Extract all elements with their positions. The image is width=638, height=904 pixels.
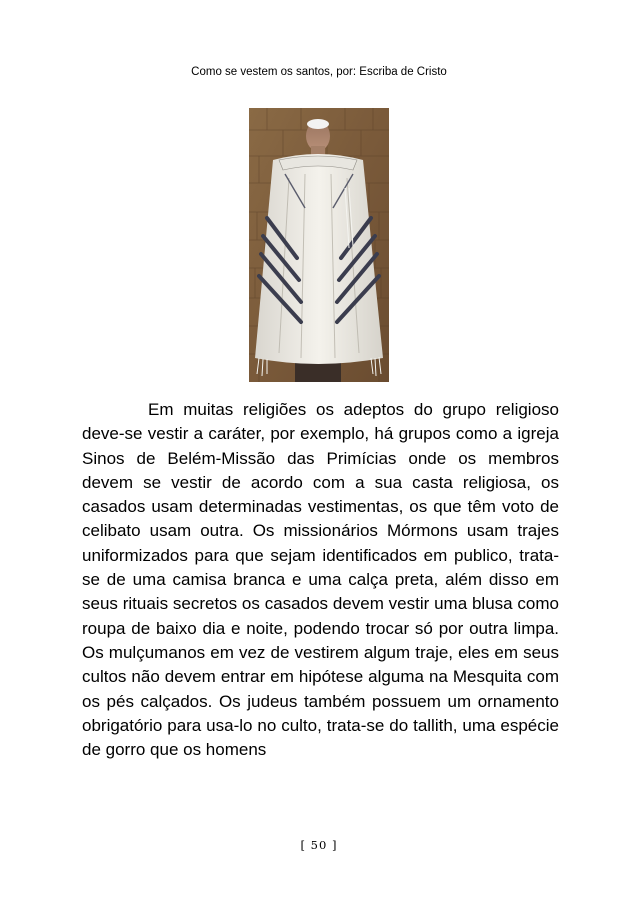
figure-photo xyxy=(249,108,389,382)
body-paragraph: Em muitas religiões os adeptos do grupo religioso deve-se vestir a caráter, por exemplo, há grupos como a igreja Sinos de Belém-Missão das Primícias onde os membros devem se vestir de acordo com a sua casta religiosa, os casados usam determinadas vestimentas, os que têm voto de celibato usam outra. Os missionários Mórmons usam trajes uniformizados para que sejam identificados em publico, trata-se de uma camisa branca e uma calça preta, além disso em seus rituais secretos os casados devem vestir uma blusa como roupa de baixo dia e noite, podendo trocar só por outra limpa. Os mulçumanos em vez de vestirem algum traje, eles em seus cultos não devem entrar em hipótese alguma na Mesquita com os pés calçados. Os judeus também possuem um ornamento obrigatório para usa-lo no culto, trata-se do tallith, uma espécie de gorro que os homens xyxy=(82,400,559,760)
running-header: Como se vestem os santos, por: Escriba de Cristo xyxy=(191,66,447,78)
page-number: [ 50 ] xyxy=(300,838,338,852)
